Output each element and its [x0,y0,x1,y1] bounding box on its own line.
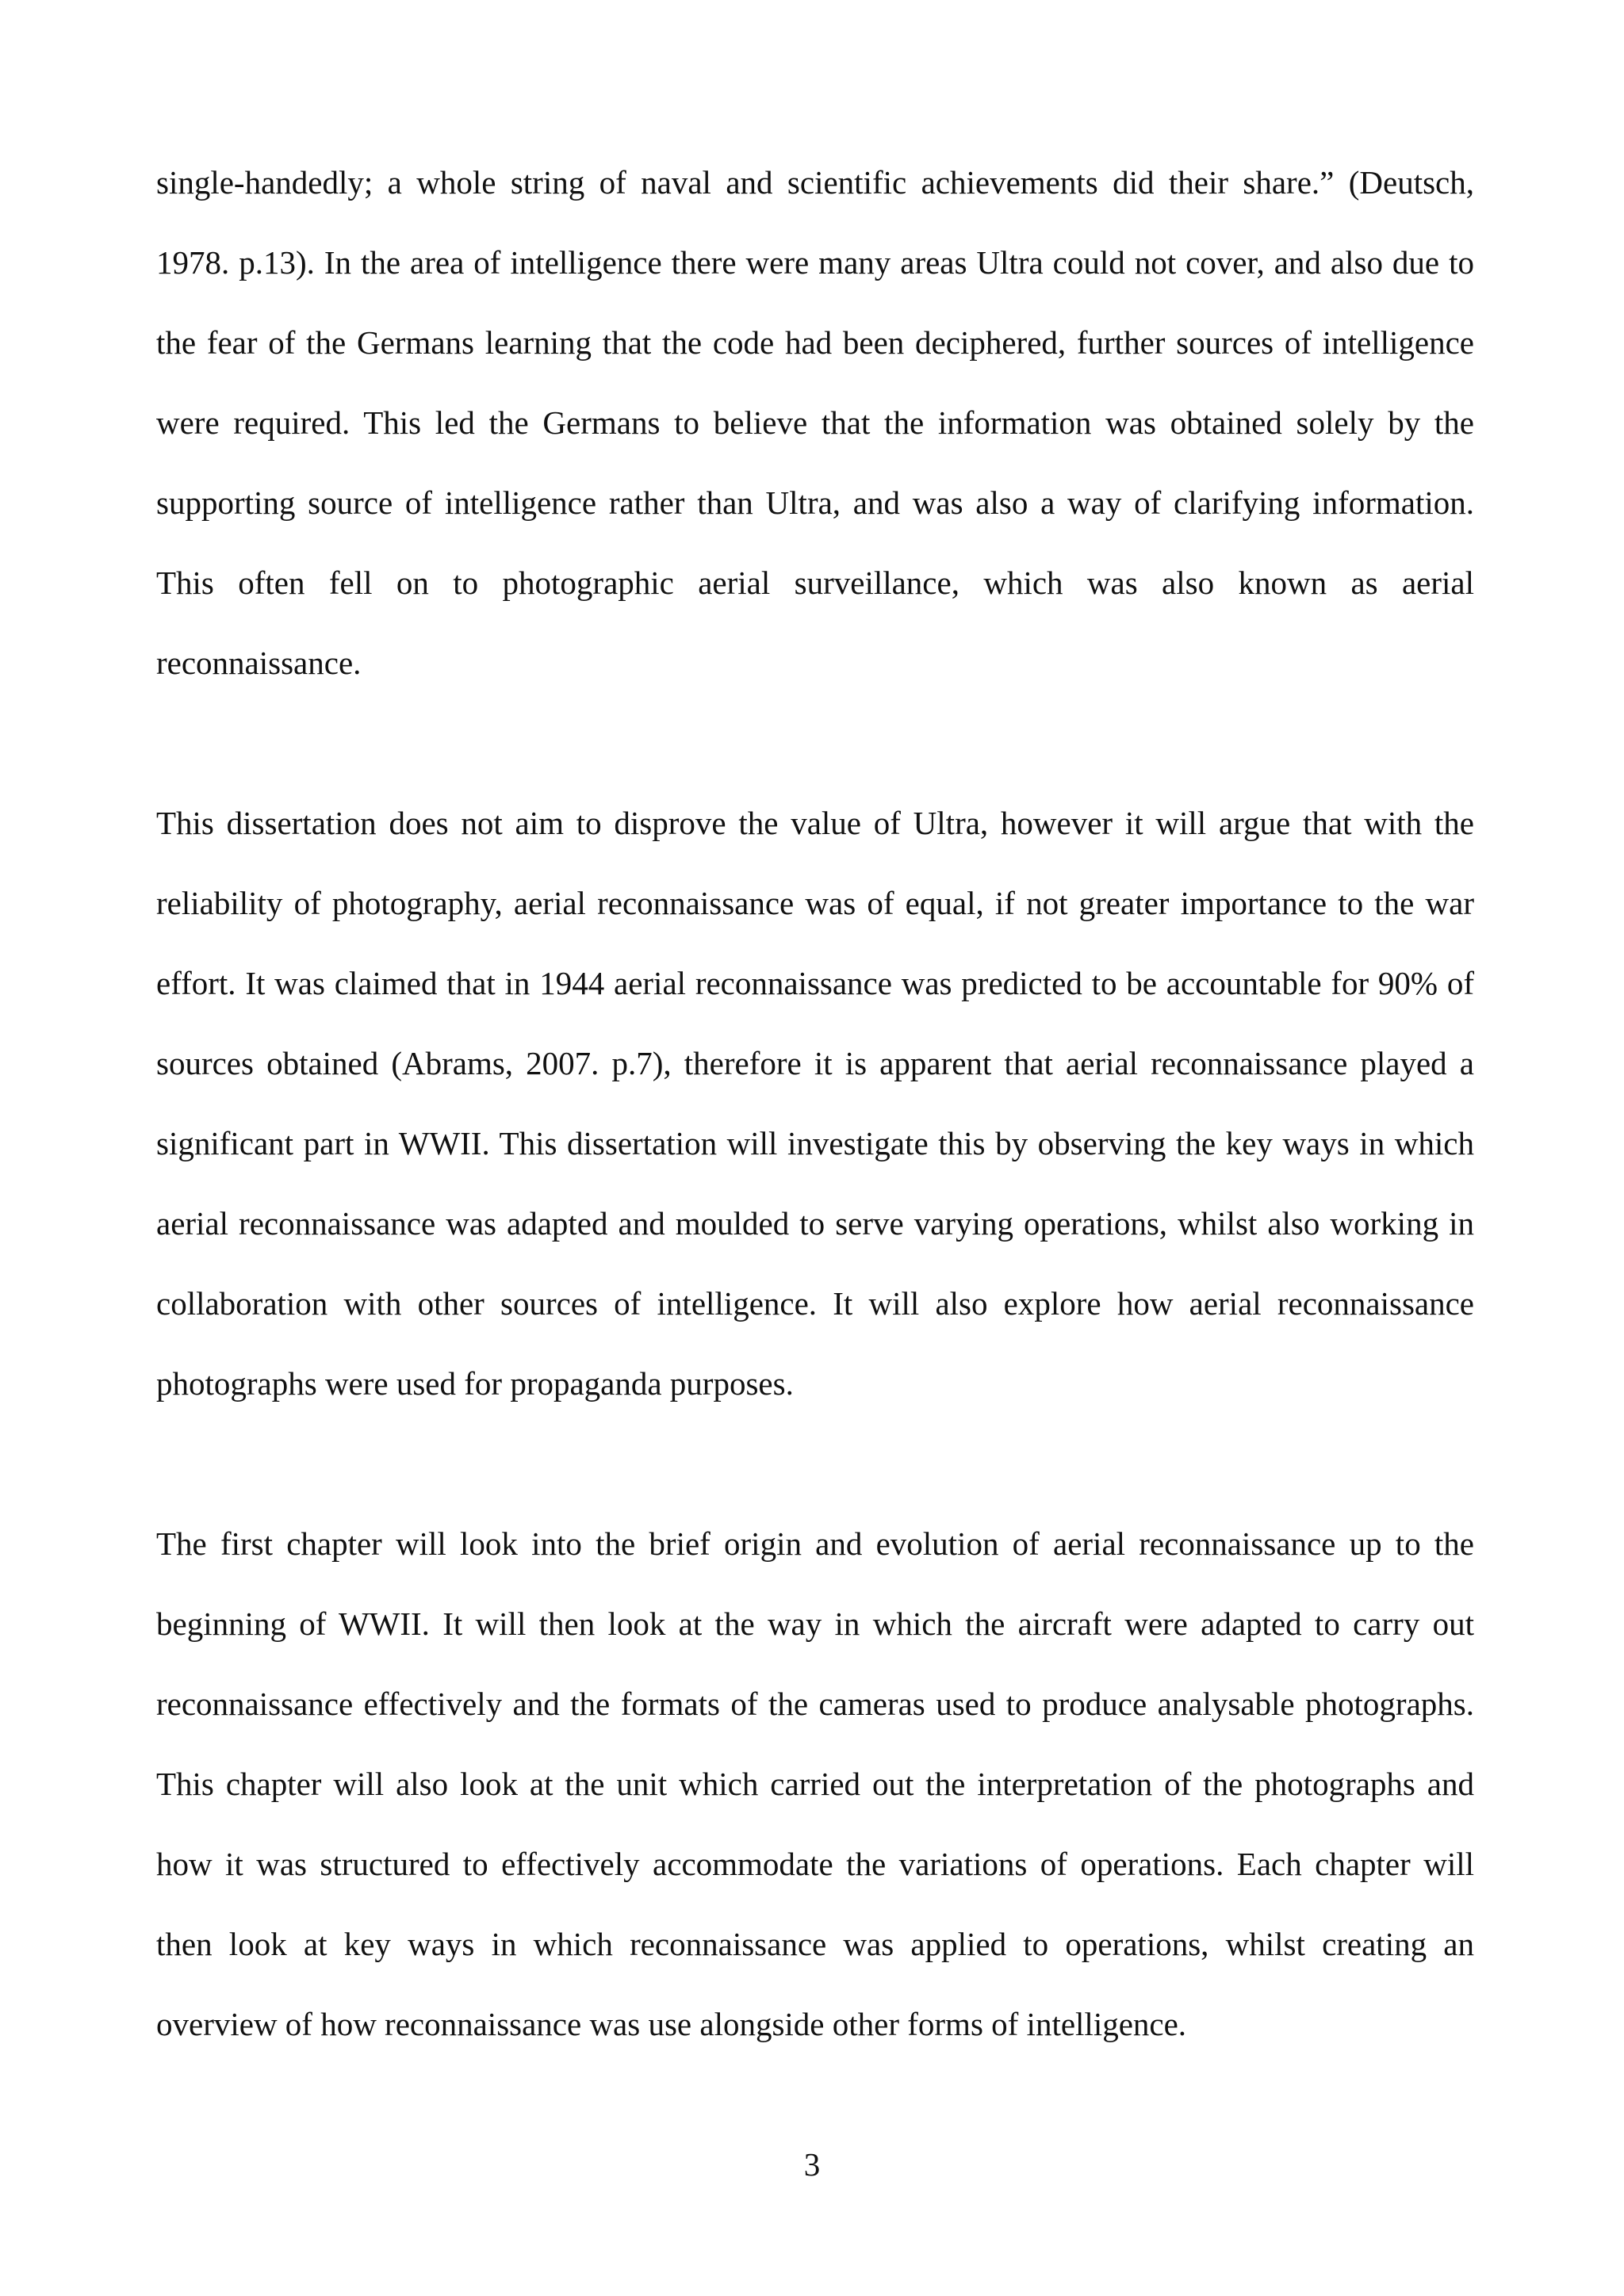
body-text [156,143,1474,2145]
paragraph-2: This dissertation does not aim to disprove the value of Ultra, however it will argue that with the reliability of photography, aerial reconnaissance was of equal, if not greater importance to the war effort. It was claimed that in 1944 aerial reconnaissance was predicted to be accountable for 90% of sources obtained (Abrams, 2007. p.7), therefore it is apparent that aerial reconnaissance played a significant part in WWII. This dissertation will investigate this by observing the key ways in which aerial reconnaissance was adapted and moulded to serve varying operations, whilst also working in collaboration with other sources of intelligence. It will also explore how aerial reconnaissance photographs were used for propaganda purposes. [156,805,1474,1402]
paragraph-3: The first chapter will look into the brief origin and evolution of aerial reconnaissance up to the beginning of WWII. It will then look at the way in which the aircraft were adapted to carry out reconnaissance effectively and the formats of the cameras used to produce analysable photographs. This chapter will also look at the unit which carried out the interpretation of the photographs and how it was structured to effectively accommodate the variations of operations. Each chapter will then look at key ways in which reconnaissance was applied to operations, whilst creating an overview of how reconnaissance was use alongside other forms of intelligence. [156,1525,1474,2042]
page-number: 3 [803,2146,821,2183]
paragraph-1: single-handedly; a whole string of naval and scientific achievements did their share.” (Deutsch, 1978. p.13). In the area of intelligence there were many areas Ultra could not cover, and also due to the fear of the Germans learning that the code had been deciphered, further sources of intelligence were required. This led the Germans to believe that the information was obtained solely by the supporting source of intelligence rather than Ultra, and was also a way of clarifying information. This often fell on to photographic aerial surveillance, which was also known as aerial reconnaissance. [156,164,1474,681]
